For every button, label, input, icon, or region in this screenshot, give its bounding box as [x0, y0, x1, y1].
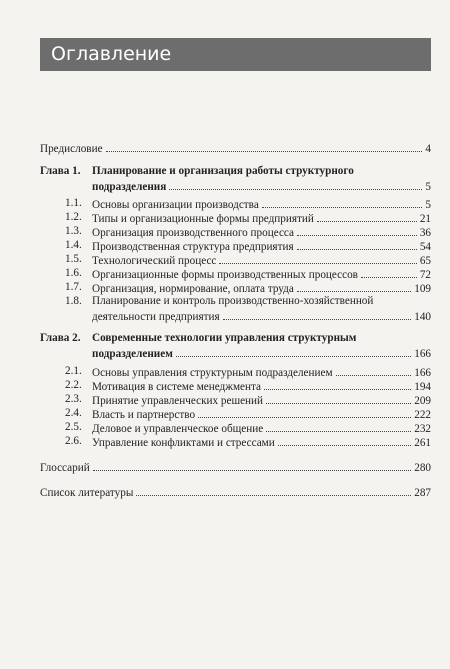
- chapter-label: Глава 2.: [40, 332, 81, 344]
- chapter-label: Глава 1.: [40, 165, 81, 177]
- toc-entry-glossary[interactable]: Глоссарий 280: [40, 462, 431, 474]
- toc-entry-chapter-1[interactable]: подразделения 5: [92, 181, 431, 193]
- toc-entry-preface[interactable]: Предисловие 4: [40, 143, 431, 155]
- page-title-banner: [40, 38, 431, 71]
- chapter-title[interactable]: Современные технологии управления структурным: [92, 332, 357, 344]
- chapter-title[interactable]: Планирование и организация работы структурного: [92, 165, 354, 177]
- toc-entry-chapter-2[interactable]: подразделением 166: [92, 348, 431, 360]
- page-title: Оглавление: [51, 43, 172, 65]
- toc-entry-bibliography[interactable]: Список литературы 287: [40, 487, 431, 499]
